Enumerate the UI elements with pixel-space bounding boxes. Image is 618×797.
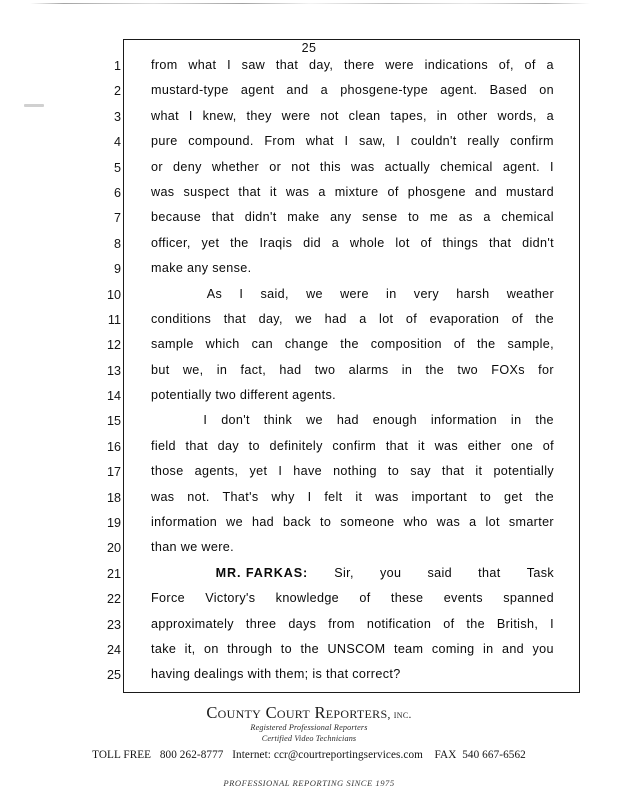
line-number: 1 bbox=[113, 59, 121, 73]
line-text: make any sense. bbox=[151, 261, 252, 276]
transcript-line bbox=[0, 564, 618, 589]
line-number: 23 bbox=[106, 617, 121, 632]
firm-credential-line-1: Registered Professional Reporters bbox=[250, 723, 368, 732]
firm-name-text: County Court Reporters bbox=[206, 703, 388, 722]
line-number: 25 bbox=[106, 668, 121, 683]
scan-artifact-top-streak bbox=[30, 3, 590, 4]
transcript-line bbox=[0, 538, 618, 563]
line-number: 9 bbox=[113, 262, 121, 277]
transcript-line bbox=[0, 615, 618, 640]
line-text: approximately three days from notification of the British, I bbox=[151, 616, 554, 631]
transcript-line bbox=[0, 640, 618, 665]
transcript-line bbox=[0, 158, 618, 183]
fax-label: FAX bbox=[434, 749, 457, 761]
transcript-line bbox=[0, 488, 618, 513]
line-number: 7 bbox=[113, 211, 121, 226]
line-text: from what I saw that day, there were indications of, of a bbox=[151, 58, 554, 72]
line-text: or deny whether or not this was actually chemical agent. I bbox=[151, 159, 554, 174]
line-text: take it, on through to the UNSCOM team coming in and you bbox=[151, 641, 554, 656]
footer-contact-line bbox=[0, 749, 618, 761]
line-number: 15 bbox=[106, 414, 121, 429]
firm-name bbox=[0, 703, 618, 723]
transcript-line bbox=[0, 81, 618, 106]
line-number: 18 bbox=[106, 490, 121, 505]
line-number: 5 bbox=[113, 160, 121, 175]
line-text: information we had back to someone who was a lot smarter bbox=[151, 515, 554, 530]
page-footer bbox=[0, 703, 618, 788]
footer-tagline: PROFESSIONAL REPORTING SINCE 1975 bbox=[223, 778, 395, 788]
transcript-line bbox=[0, 589, 618, 614]
line-text: was suspect that it was a mixture of phosgene and mustard bbox=[151, 184, 554, 199]
line-text: potentially two different agents. bbox=[151, 388, 336, 403]
line-text: than we were. bbox=[151, 540, 234, 555]
firm-name-suffix: , inc. bbox=[387, 709, 412, 721]
line-text: those agents, yet I have nothing to say that it potentially bbox=[151, 464, 554, 479]
line-number: 4 bbox=[113, 135, 121, 150]
line-text: was not. That's why I felt it was important to get the bbox=[151, 489, 554, 504]
line-text: conditions that day, we had a lot of evaporation of the bbox=[151, 311, 554, 326]
page-number: 25 bbox=[301, 41, 317, 55]
firm-credential-line-2: Certified Video Technicians bbox=[261, 733, 357, 743]
line-number: 8 bbox=[113, 236, 121, 251]
internet-label: Internet: bbox=[232, 749, 271, 761]
line-number: 2 bbox=[113, 84, 121, 99]
line-text: MR. FARKAS: Sir, you said that Task bbox=[215, 565, 554, 580]
line-number: 12 bbox=[106, 338, 121, 353]
line-number: 22 bbox=[106, 592, 121, 607]
transcript-line bbox=[0, 462, 618, 487]
line-number: 14 bbox=[106, 389, 121, 404]
line-text: sample which can change the composition of the sample, bbox=[151, 337, 554, 352]
transcript-line bbox=[0, 665, 618, 690]
transcript-line bbox=[0, 513, 618, 538]
line-text: Force Victory's knowledge of these events spanned bbox=[151, 591, 554, 606]
line-text: officer, yet the Iraqis did a whole lot of things that didn't bbox=[151, 235, 554, 250]
toll-free-label: TOLL FREE bbox=[92, 749, 152, 761]
fax-number: 540 667-6562 bbox=[462, 749, 526, 761]
transcript-line bbox=[0, 335, 618, 360]
line-number: 6 bbox=[113, 185, 121, 200]
line-text: mustard-type agent and a phosgene-type agent. Based on bbox=[151, 83, 554, 98]
line-number: 11 bbox=[107, 312, 121, 327]
transcript-line bbox=[0, 285, 618, 310]
line-text: field that day to definitely confirm that it was either one of bbox=[151, 438, 554, 453]
transcript-line bbox=[0, 437, 618, 462]
transcript-lines bbox=[0, 56, 618, 691]
transcript-line bbox=[0, 107, 618, 132]
transcript-line bbox=[0, 386, 618, 411]
line-text: As I said, we were in very harsh weather bbox=[206, 286, 554, 301]
transcript-line bbox=[0, 411, 618, 436]
transcript-line bbox=[0, 361, 618, 386]
line-text: I don't think we had enough information in the bbox=[203, 413, 554, 428]
line-number: 20 bbox=[106, 541, 121, 556]
line-number: 21 bbox=[106, 566, 121, 581]
email-address: ccr@courtreportingservices.com bbox=[273, 749, 423, 761]
transcript-line bbox=[0, 56, 618, 81]
transcript-line bbox=[0, 183, 618, 208]
transcript-line bbox=[0, 132, 618, 157]
line-number: 17 bbox=[106, 465, 121, 480]
transcript-line bbox=[0, 234, 618, 259]
toll-free-number: 800 262-8777 bbox=[159, 749, 224, 761]
transcript-line bbox=[0, 208, 618, 233]
line-number: 24 bbox=[106, 642, 121, 657]
line-text: but we, in fact, had two alarms in the two FOXs for bbox=[151, 362, 554, 377]
line-text: what I knew, they were not clean tapes, in other words, a bbox=[151, 108, 554, 123]
line-number: 13 bbox=[106, 363, 121, 378]
transcript-line bbox=[0, 310, 618, 335]
line-number: 3 bbox=[113, 109, 121, 124]
line-text: pure compound. From what I saw, I couldn't really confirm bbox=[151, 134, 554, 149]
line-number: 16 bbox=[106, 439, 121, 454]
line-number: 19 bbox=[106, 516, 121, 531]
line-text: because that didn't make any sense to me as a chemical bbox=[151, 210, 554, 225]
line-number: 10 bbox=[106, 287, 121, 302]
transcript-line bbox=[0, 259, 618, 284]
line-text: having dealings with them; is that correct? bbox=[151, 667, 401, 682]
